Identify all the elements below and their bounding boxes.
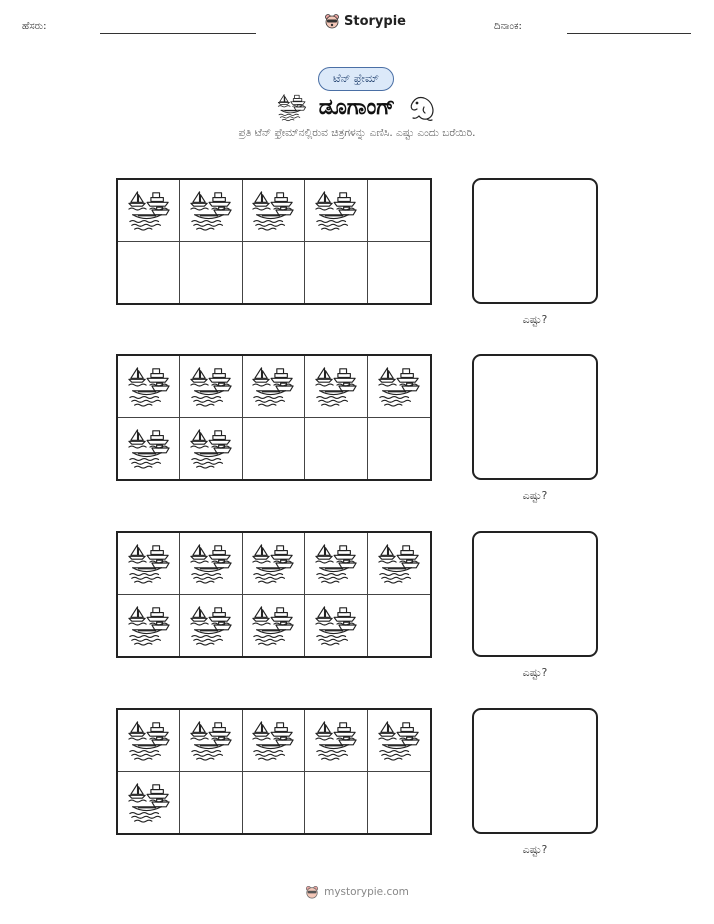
how-many-label-2: ಎಷ್ಟು? xyxy=(522,489,548,502)
ten-frame-cell xyxy=(243,595,305,657)
answer-box-4[interactable] xyxy=(472,708,598,834)
footer-url: mystorypie.com xyxy=(324,886,409,898)
boats-on-water-icon xyxy=(127,780,171,824)
boats-on-water-icon xyxy=(189,718,233,762)
ten-frame-cell xyxy=(305,710,367,772)
ten-frame-cell xyxy=(118,533,180,595)
boats-on-water-icon xyxy=(251,188,295,232)
boats-on-water-icon xyxy=(189,188,233,232)
ten-frame-cell xyxy=(180,356,242,418)
ten-frame-cell xyxy=(180,595,242,657)
ten-frame-cell xyxy=(368,242,430,304)
boats-on-water-icon xyxy=(251,718,295,762)
boats-on-water-icon xyxy=(189,541,233,585)
ten-frame-cell xyxy=(118,710,180,772)
name-label: ಹೆಸರು: xyxy=(22,21,47,32)
ten-frame-cell xyxy=(180,772,242,834)
boats-on-water-icon xyxy=(377,541,421,585)
answer-box-1[interactable] xyxy=(472,178,598,304)
ten-frame-cell xyxy=(180,418,242,480)
boats-on-water-icon xyxy=(127,426,171,470)
how-many-label-1: ಎಷ್ಟು? xyxy=(522,313,548,326)
ten-frame-cell xyxy=(243,418,305,480)
ten-frame-cell xyxy=(180,533,242,595)
boats-on-water-icon xyxy=(189,364,233,408)
boats-on-water-icon xyxy=(251,603,295,647)
ten-frame-cell xyxy=(368,772,430,834)
ten-frame-cell xyxy=(368,710,430,772)
boats-on-water-icon xyxy=(314,188,358,232)
storypie-bear-icon xyxy=(324,13,340,29)
boats-on-water-icon xyxy=(127,603,171,647)
boats-on-water-icon xyxy=(127,541,171,585)
dugong-icon xyxy=(407,92,437,122)
ten-frame-cell xyxy=(243,180,305,242)
ten-frame-cell xyxy=(305,595,367,657)
boats-on-water-icon xyxy=(127,718,171,762)
ten-frame-cell xyxy=(180,242,242,304)
how-many-label-3: ಎಷ್ಟು? xyxy=(522,666,548,679)
ten-frame-cell xyxy=(368,595,430,657)
category-pill xyxy=(318,67,394,91)
ten-frame-cell xyxy=(243,533,305,595)
brand-logo xyxy=(324,13,406,29)
ten-frame-cell xyxy=(118,772,180,834)
ten-frame-cell xyxy=(305,533,367,595)
boats-on-water-icon xyxy=(127,188,171,232)
answer-box-2[interactable] xyxy=(472,354,598,480)
boats-on-water-icon xyxy=(377,364,421,408)
ten-frame-cell xyxy=(243,772,305,834)
boats-on-water-icon xyxy=(251,541,295,585)
ten-frame-cell xyxy=(305,356,367,418)
date-label: ದಿನಾಂಕ: xyxy=(494,21,522,32)
boats-on-water-icon xyxy=(251,364,295,408)
ten-frame-cell xyxy=(305,180,367,242)
category-label: ಟೆನ್ ಫ್ರೇಮ್ xyxy=(333,72,379,85)
ten-frame-cell xyxy=(118,180,180,242)
ten-frame-4 xyxy=(116,708,432,835)
ten-frame-cell xyxy=(243,356,305,418)
ten-frame-cell xyxy=(180,710,242,772)
boats-on-water-icon xyxy=(377,718,421,762)
footer xyxy=(0,885,714,899)
boats-on-water-icon xyxy=(314,541,358,585)
brand-name: Storypie xyxy=(344,13,406,29)
ten-frame-cell xyxy=(180,180,242,242)
ten-frame-cell xyxy=(305,772,367,834)
date-line[interactable] xyxy=(567,33,691,34)
boats-on-water-icon xyxy=(127,364,171,408)
ten-frame-cell xyxy=(118,356,180,418)
ten-frame-cell xyxy=(118,418,180,480)
instructions-text: ಪ್ರತಿ ಟೆನ್ ಫ್ರೇಮ್‌ನಲ್ಲಿರುವ ಚಿತ್ರಗಳನ್ನು ಎಣಿಸಿ. ಎಷ್ಟು ಎಂದು ಬರೆಯಿರಿ. xyxy=(238,127,476,139)
name-line[interactable] xyxy=(100,33,256,34)
worksheet-title xyxy=(0,92,714,122)
ten-frame-cell xyxy=(118,242,180,304)
boats-on-water-icon xyxy=(189,426,233,470)
ten-frame-cell xyxy=(305,242,367,304)
ten-frame-cell xyxy=(368,418,430,480)
ten-frame-cell xyxy=(243,710,305,772)
ten-frame-cell xyxy=(368,533,430,595)
how-many-label-4: ಎಷ್ಟು? xyxy=(522,843,548,856)
boats-on-water-icon xyxy=(314,603,358,647)
ten-frame-cell xyxy=(305,418,367,480)
ten-frame-2 xyxy=(116,354,432,481)
boats-on-water-icon xyxy=(314,364,358,408)
boats-on-water-icon xyxy=(189,603,233,647)
ten-frame-cell xyxy=(368,356,430,418)
storypie-bear-icon xyxy=(305,885,319,899)
boats-icon xyxy=(277,92,307,122)
ten-frame-cell xyxy=(368,180,430,242)
ten-frame-3 xyxy=(116,531,432,658)
page-title: ಡೂಗಾಂಗ್ xyxy=(318,94,396,120)
ten-frame-cell xyxy=(243,242,305,304)
answer-box-3[interactable] xyxy=(472,531,598,657)
ten-frame-1 xyxy=(116,178,432,305)
ten-frame-cell xyxy=(118,595,180,657)
boats-on-water-icon xyxy=(314,718,358,762)
